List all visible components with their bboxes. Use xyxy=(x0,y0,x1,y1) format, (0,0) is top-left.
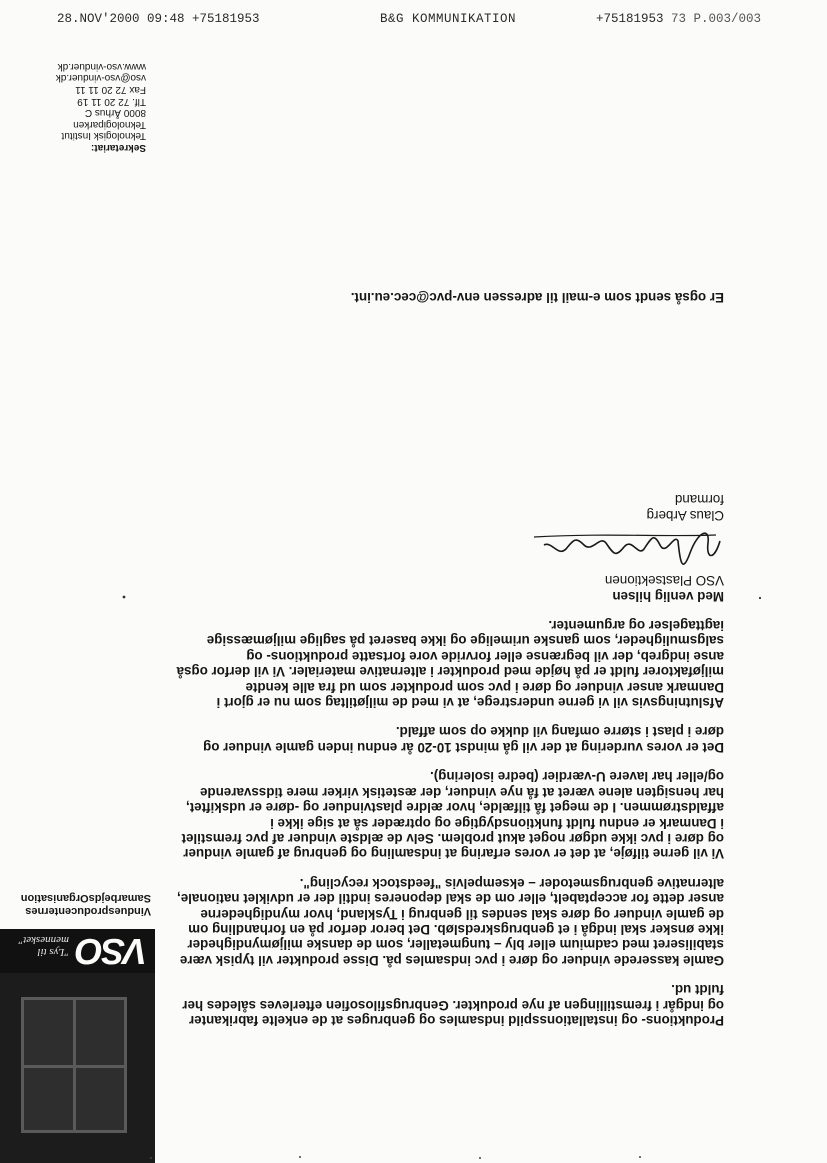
closing-greeting: Med venlig hilsen xyxy=(612,588,724,604)
secretariat-line: www.vso-vinduer.dk xyxy=(57,60,146,72)
logo-slogan: "Lys til mennesket" xyxy=(18,934,69,958)
secretariat-line: Fax 72 20 11 11 xyxy=(75,84,146,96)
fax-recipient-page xyxy=(596,12,761,26)
vso-logo-block xyxy=(0,865,155,1163)
signer-organisation: VSO Plastsektionen xyxy=(604,573,724,589)
fax-company: B&G KOMMUNIKATION xyxy=(380,12,517,26)
letter-paragraph: Vi vil gerne tilføje, at det er vores erfaring at indsamling og genbrug af gamle vinduer og døre i pvc ikke udgør noget akut problem. Selv de ældste vinduer af pvc fremstilet i Danmark er endnu fuldt funktionsdygtige og optræder så at sige ikke i affaldstrømmen. I de meget få tilfælde, hvor ældre plastvinduer og -døre er udskiftet, har hensigten alene været at få nye vinduer, der æstetisk virker mere tidssvarende og/eller har lavere U-værdier (bedre isolering). xyxy=(181,769,724,862)
letter-paragraph: Afslutningsvis vil vi gerne understrege, at vi med de miljøtiltag som nu er gjort i Danmark anser vinduer og døre i pvc som produkter som ud fra alle kendte miljøfaktorer fuldt er på højde med produkter i alternative materialer. Vi vil derfor også anse indgreb, der vil begrænse eller forvride vore fortsatte produktions- og salgsmuligheder, som ganske urimelige og ikke baseret på saglige miljømæssige iagttagelser og argumenter. xyxy=(176,618,724,711)
fax-datetime-sender: 28.NOV'2000 09:48 +75181953 xyxy=(57,12,260,26)
secretariat-line: vso@vso-vinduer.dk xyxy=(55,72,146,84)
signer-name: Claus Arberg xyxy=(646,507,724,523)
org-line: Vinduesproducenternes xyxy=(25,905,151,917)
vso-logo: VSO xyxy=(76,931,147,972)
letter-paragraph: Produktions- og installationsspild indsamles og genbruges at de enkelte fabrikanter og indgår i fremstillingen af nye produkter. Genbrugsfilosofien efterleves således her fuldt ud. xyxy=(182,982,724,1028)
letter-paragraph: Det er vores vurdering at der vil gå mindst 10-20 år endnu inden gamle vinduer og døre i plast i større omfang vil dukke op som affald. xyxy=(203,724,724,755)
secretariat-address xyxy=(6,60,146,153)
organisation-name xyxy=(21,891,151,917)
logo-band xyxy=(0,929,155,973)
window-photo xyxy=(0,973,155,1163)
secretariat-title: Sekretariat: xyxy=(90,142,146,153)
org-line: SamarbejdsOrganisation xyxy=(20,892,151,904)
secretariat-line: Tlf. 72 20 11 19 xyxy=(77,95,146,107)
fax-page-number: 73 P.003/003 xyxy=(671,12,762,26)
letter-paragraph: Gamle kasserede vinduer og døre i pvc indsamles på. Disse produkter vil typisk være stabiliseret med cadmium eller bly – tungmetaller, som de danske miljømyndigheder ikke ønsker skal indgå i et genbrugskredsløb. Det beror derfor på en forhandling om de gamle vinduer og døre skal sendes til genbrug i Tyskland, hvor myndighederne anser dette for acceptabelt, eller om de skal deponeres indtil der er udviklet nationale, alternative genbrugsmetoder – eksempelvis "feedstock recycling". xyxy=(177,875,724,968)
email-copy-note: Er også sendt som e-mail til adressen env-pvc@cec.eu.int. xyxy=(350,290,724,305)
signature-block xyxy=(176,492,724,604)
letter-body xyxy=(176,492,724,1028)
handwritten-signature xyxy=(524,527,724,567)
fax-transmission-header xyxy=(0,8,827,30)
secretariat-line: Teknologisk Institut xyxy=(61,130,146,142)
upside-down-letter xyxy=(0,30,827,1163)
fax-recipient: +75181953 xyxy=(596,12,664,26)
signer-title: formand xyxy=(674,492,724,508)
secretariat-line: 8000 Århus C xyxy=(84,107,146,119)
secretariat-line: Teknologiparken xyxy=(73,118,146,130)
